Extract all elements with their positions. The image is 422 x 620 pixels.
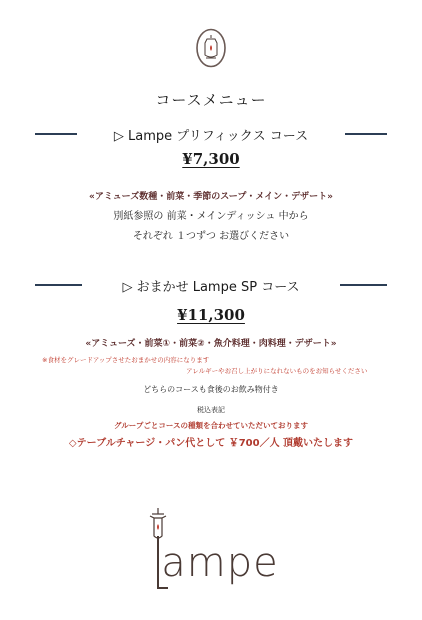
charge-note: ◇テーブルチャージ・パン代として ￥700／人 頂戴いたします: [68, 438, 354, 449]
course-1-price: ¥7,300: [182, 150, 240, 168]
course-2-note-2: アレルギーやお召し上がりになれないものをお知らせください: [186, 367, 368, 375]
lamp-logo-icon: [195, 28, 227, 68]
course-1-line-1: 別紙参照の 前菜・メインディッシュ 中から: [113, 211, 309, 222]
tax-note: 税込表記: [197, 406, 225, 414]
drinks-note: どちらのコースも食後のお飲み物付き: [143, 385, 279, 394]
group-note: グループごとコースの種類を合わせていただいております: [113, 421, 309, 430]
course-2-note-1: ※食材をグレードアップさせたおまかせの内容になります: [42, 356, 210, 364]
course-2-details: «アミューズ・前菜①・前菜②・魚介料理・肉料理・デザート»: [85, 339, 337, 349]
course-1-details: «アミューズ数種・前菜・季節のスープ・メイン・デザート»: [89, 192, 333, 202]
course-2-name: ▷ おまかせ Lampe SP コース: [122, 280, 300, 295]
course-2-price: ¥11,300: [177, 306, 245, 324]
course-1-name: ▷ Lampe プリフィックス コース: [113, 129, 309, 144]
course-1-line-2: それぞれ １つずつ お選びください: [132, 231, 290, 242]
page-title: コースメニュー: [155, 91, 267, 109]
brand-wordmark: ampe: [161, 540, 279, 586]
